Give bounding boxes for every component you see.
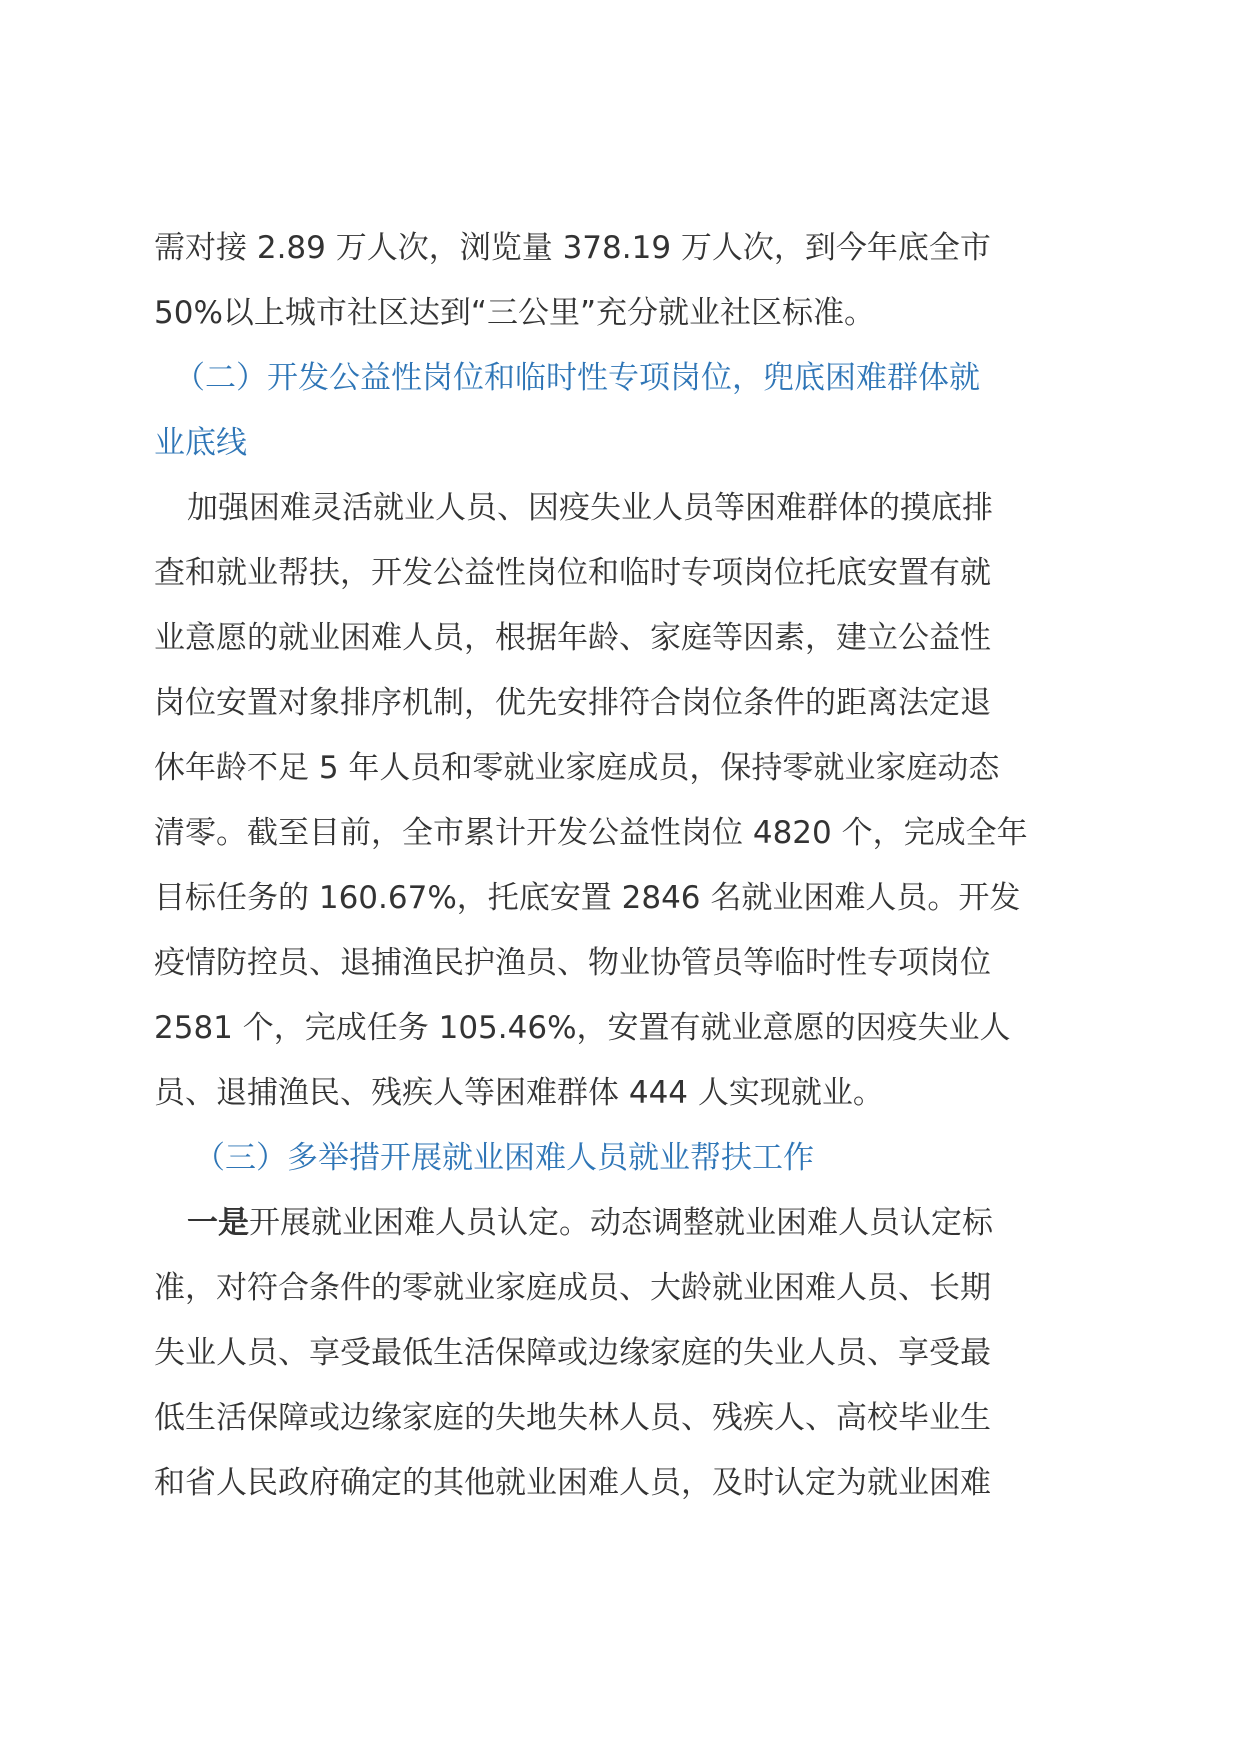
paragraph-line: 需对接 2.89 万人次，浏览量 378.19 万人次，到今年底全市 <box>154 230 991 266</box>
first-line-rest: 开展就业困难人员认定。动态调整就业困难人员认定标 <box>249 1205 993 1241</box>
lead-bold-text: 一是 <box>187 1205 249 1241</box>
document-body <box>154 216 1094 1516</box>
section-3-paragraph <box>154 1191 1094 1516</box>
paragraph-line: 2581 个，完成任务 105.46%，安置有就业意愿的因疫失业人 <box>154 1010 1011 1046</box>
heading-line: （二）开发公益性岗位和临时性专项岗位，兜底困难群体就 <box>174 360 980 396</box>
continuation-paragraph <box>154 216 1094 346</box>
paragraph-line: 清零。截至目前，全市累计开发公益性岗位 4820 个，完成全年 <box>154 815 1028 851</box>
paragraph-line: 和省人民政府确定的其他就业困难人员，及时认定为就业困难 <box>154 1465 991 1501</box>
heading-line: （三）多举措开展就业困难人员就业帮扶工作 <box>194 1140 814 1176</box>
paragraph-line: 目标任务的 160.67%，托底安置 2846 名就业困难人员。开发 <box>154 880 1021 916</box>
paragraph-line: 加强困难灵活就业人员、因疫失业人员等困难群体的摸底排 <box>187 490 993 526</box>
paragraph-line: 员、退捕渔民、残疾人等困难群体 444 人实现就业。 <box>154 1075 884 1111</box>
section-2-heading <box>154 346 1094 476</box>
paragraph-line: 岗位安置对象排序机制，优先安排符合岗位条件的距离法定退 <box>154 685 991 721</box>
paragraph-line: 业意愿的就业困难人员，根据年龄、家庭等因素，建立公益性 <box>154 620 991 656</box>
heading-line: 业底线 <box>154 425 247 461</box>
paragraph-line: 失业人员、享受最低生活保障或边缘家庭的失业人员、享受最 <box>154 1335 991 1371</box>
paragraph-line: 准，对符合条件的零就业家庭成员、大龄就业困难人员、长期 <box>154 1270 991 1306</box>
paragraph-line: 疫情防控员、退捕渔民护渔员、物业协管员等临时性专项岗位 <box>154 945 991 981</box>
paragraph-line: 低生活保障或边缘家庭的失地失林人员、残疾人、高校毕业生 <box>154 1400 991 1436</box>
paragraph-line: 休年龄不足 5 年人员和零就业家庭成员，保持零就业家庭动态 <box>154 750 1000 786</box>
section-2-paragraph <box>154 476 1094 1126</box>
section-3-heading <box>154 1126 1094 1191</box>
paragraph-line: 查和就业帮扶，开发公益性岗位和临时专项岗位托底安置有就 <box>154 555 991 591</box>
paragraph-line: 50%以上城市社区达到“三公里”充分就业社区标准。 <box>154 295 876 331</box>
paragraph-first-line <box>154 1191 1094 1256</box>
